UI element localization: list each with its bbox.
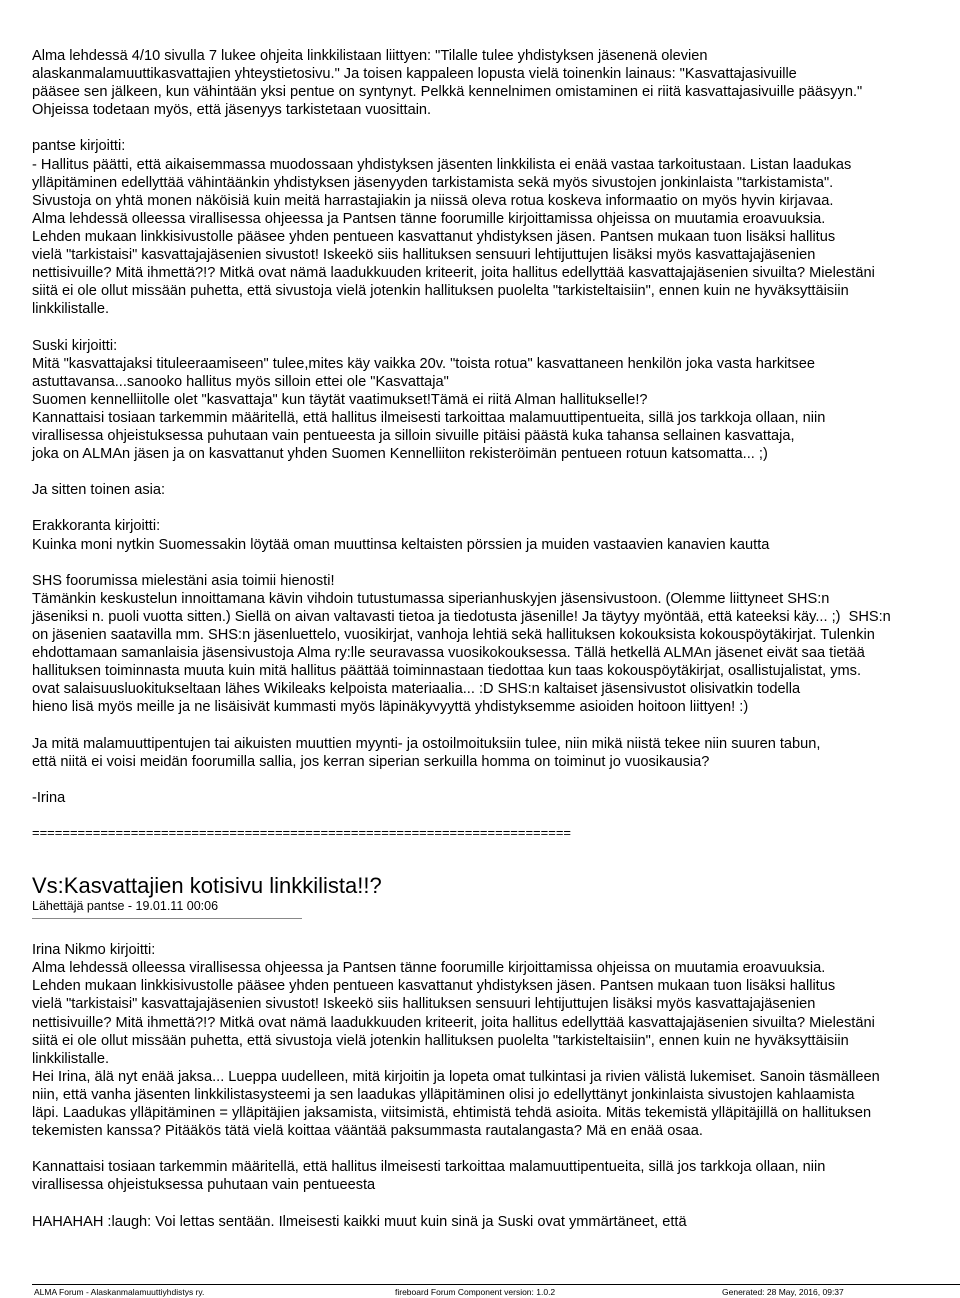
text-line: Hei Irina, älä nyt enää jaksa... Lueppa uudelleen, mitä kirjoitin ja lopeta omat tulkintasi ja rivien välistä lukemiset. Sanoin täsmälleen: [32, 1068, 880, 1085]
text-line: Kannattaisi tosiaan tarkemmin määritellä, että hallitus ilmeisesti tarkoittaa malamuuttipentueita, sillä jos tarkkoja ollaan, niin: [32, 409, 826, 426]
page-footer: [32, 1284, 960, 1297]
signature: -Irina: [32, 789, 66, 806]
text-line: Lehden mukaan linkkisivustolle pääsee yhden pentueen kasvattanut yhdistyksen jäsen. Pantsen mukaan tuon lisäksi hallitus: [32, 228, 836, 245]
text-line: alaskanmalamuuttikasvattajien yhteystietosivu." Ja toisen kappaleen lopusta vielä toinenkin lainaus: "Kasvattajasivuille: [32, 66, 797, 83]
post-separator: =======================================================================: [32, 825, 572, 841]
text-line: jäseniksi n. puoli vuotta sitten.) Siellä on aivan valtavasti tietoa ja tiedotusta jäsenille! Ja täytyy myöntää, että kateeksi käy... ;) SHS:n: [32, 608, 891, 625]
post-divider: [32, 918, 302, 919]
quote-author: Suski kirjoitti:: [32, 337, 118, 354]
text-line: hieno lisä myös meille ja ne lisäisivät kummasti myös läpinäkyvyyttä yhdistyksemme asioiden hoitoon liittyen! :): [32, 699, 749, 716]
text-line: joka on ALMAn jäsen ja on kasvattanut yhden Suomen Kennelliiton rekisteröimän pentueen rotuun katsomatta... ;): [32, 446, 768, 463]
text-line: siitä ei ole ollut missään puhetta, että sivustoja vielä jotenkin hallituksen puolelta "tarkisteltaisiin", ennen kuin ne hyväksyttäisiin: [32, 1032, 849, 1049]
paragraph-reply: [32, 1158, 960, 1194]
text-line: nettisivuille? Mitä ihmettä?!? Mitkä ovat nämä laadukkuuden kriteerit, joita hallitus edellyttää kasvattajajäsenien sivuilta? Mielestäni: [32, 1014, 875, 1031]
post-title: Vs:Kasvattajien kotisivu linkkilista!!?: [32, 873, 382, 899]
text-line: linkkilistalle.: [32, 1050, 110, 1067]
text-line: nettisivuille? Mitä ihmettä?!? Mitkä ovat nämä laadukkuuden kriteerit, joita hallitus edellyttää kasvattajajäsenien sivuilta? Mielestäni: [32, 265, 875, 282]
text-line: Ja sitten toinen asia:: [32, 482, 166, 499]
text-line: vielä "tarkistaisi" kasvattajajäsenien sivustot! Iskeekö siis hallituksen sensuuri lehtijuttujen lisäksi myös kasvattajajäsenien: [32, 996, 816, 1013]
forum-export-page: [32, 47, 960, 1231]
text-line: ylläpitäminen edellyttää vähintäänkin yhdistyksen jäsenyyden tarkistamista sekä myös sivustojen jonkinlaista "tarkistamista".: [32, 174, 834, 191]
text-line: Ja mitä malamuuttipentujen tai aikuisten muuttien myynti- ja ostoilmoituksiin tulee, niin mikä niistä tekee niin suuren tabun,: [32, 735, 821, 752]
quote-author: pantse kirjoitti:: [32, 138, 126, 155]
text-line: SHS foorumissa mielestäni asia toimii hienosti!: [32, 572, 335, 589]
text-line: - Hallitus päätti, että aikaisemmassa muodossaan yhdistyksen jäsenten linkkilista ei enää vastaa tarkoitustaan. Listan laadukas: [32, 156, 852, 173]
text-line: ehdottamaan samanlaisia jäsensivustoja Alma ry:lle seuravassa vuosikokouksessa. Tällä hetkellä ALMAn jäsenet eivät saa tietää: [32, 645, 865, 662]
paragraph-shs: [32, 572, 960, 717]
text-line: siitä ei ole ollut missään puhetta, että sivustoja vielä jotenkin hallituksen puolelta "tarkisteltaisiin", ennen kuin ne hyväksyttäisiin: [32, 283, 849, 300]
text-line: Mitä "kasvattajaksi tituleeraamiseen" tulee,mites käy vaikka 20v. "toista rotua" kasvattaneen henkilön joka vasta harkitsee: [32, 355, 815, 372]
footer-forum-name: ALMA Forum - Alaskanmalamuuttiyhdistys ry.: [34, 1287, 205, 1297]
text-line: Ohjeissa todetaan myös, että jäsenyys tarkistetaan vuosittain.: [32, 102, 432, 119]
text-line: hallituksen toiminnasta muuta kuin mitä hallitus päättää toiminnastaan tiedottaa kun taas kokouspöytäkirjat, osallistujalistat, yms.: [32, 663, 862, 680]
text-line: että niitä ei voisi meidän foorumilla sallia, jos kerran siperian serkuilla homma on toiminut jo vuosikausia?: [32, 753, 710, 770]
text-line: Tämänkin keskustelun innoittamana kävin vihdoin tutustumassa siperianhuskyjen jäsensivustoon. (Olemme liittyneet SHS:n: [32, 590, 830, 607]
text-line: astuttavansa...sanooko hallitus myös silloin ettei ole "Kasvattaja": [32, 373, 449, 390]
quote-suski: [32, 337, 960, 464]
text-line: vielä "tarkistaisi" kasvattajajäsenien sivustot! Iskeekö siis hallituksen sensuuri lehtijuttujen lisäksi myös kasvattajajäsenien: [32, 247, 816, 264]
text-line: pääsee sen jälkeen, kun vähintään yksi pentue on syntynyt. Pelkkä kennelnimen omistaminen ei riitä kasvattajasivuille pääsyyn.": [32, 84, 863, 101]
quote-irina: [32, 941, 960, 1140]
quote-author: Erakkoranta kirjoitti:: [32, 518, 161, 535]
text-line: niin, että vanha jäsenten linkkilistasysteemi ja sen laadukas ylläpitäminen olisi jo edellyttänyt jonkinlaista sivustojen kahlaamista: [32, 1086, 855, 1103]
text-line: on jäsenien saatavilla mm. SHS:n jäsenluettelo, vuosikirjat, vanhoja lehtiä sekä hallituksen kokouksista kokouspöytäkirjat. Tulenkin: [32, 627, 875, 643]
text-line: tekemisten kanssa? Pitääkös tätä vielä koittaa vääntää paksummasta rautalangasta? Mä en enää osaa.: [32, 1123, 703, 1140]
text-line: Sivustoja on yhtä monen näköisiä kuin meitä harrastajiakin ja niissä oleva rotua koskeva informaatio on myös hyvin kirjavaa.: [32, 192, 834, 209]
text-line: virallisessa ohjeistuksessa puhutaan vain pentueesta: [32, 1177, 376, 1194]
text-line: Kannattaisi tosiaan tarkemmin määritellä, että hallitus ilmeisesti tarkoittaa malamuuttipentueita, sillä jos tarkkoja ollaan, niin: [32, 1159, 826, 1176]
text-line: Alma lehdessä olleessa virallisessa ohjeessa ja Pantsen tänne foorumille kirjoittamissa ohjeissa on muutamia eroavuuksia.: [32, 210, 826, 227]
text-line: Alma lehdessä 4/10 sivulla 7 lukee ohjeita linkkilistaan liittyen: "Tilalle tulee yhdistyksen jäsenenä olevien: [32, 48, 708, 64]
text-line: läpi. Laadukas ylläpitäminen = ylläpitäjien jaksamista, viitsimistä, ehtimistä tehdä asioita. Mitäs tekemistä ylläpitäjillä on hallituksen: [32, 1104, 872, 1121]
text-line: ovat salaisuusluokitukseltaan lähes Wikileaks kelpoista materiaalia... :D SHS:n kaltaiset jäsensivustot olisivatkin todella: [32, 681, 801, 698]
paragraph-sales-ads: [32, 735, 960, 771]
footer-component-version: fireboard Forum Component version: 1.0.2: [395, 1287, 556, 1297]
quote-author: Irina Nikmo kirjoitti:: [32, 942, 156, 959]
paragraph-alma-guidelines: [32, 47, 960, 119]
quote-erakkoranta: [32, 517, 960, 553]
text-line: virallisessa ohjeistuksessa puhutaan vain pentueesta ja silloin sivuille pitäisi päästä kuka tahansa sellainen kasvattaja,: [32, 427, 795, 444]
text-line: Kuinka moni nytkin Suomessakin löytää oman muuttinsa keltaisten pörssien ja muiden vastaavien kanavien kautta: [32, 536, 770, 553]
text-line: linkkilistalle.: [32, 301, 110, 318]
text-line: HAHAHAH :laugh: Voi lettas sentään. Ilmeisesti kaikki muut kuin sinä ja Suski ovat ymmärtäneet, että: [32, 1213, 687, 1230]
text-line: Alma lehdessä olleessa virallisessa ohjeessa ja Pantsen tänne foorumille kirjoittamissa ohjeissa on muutamia eroavuuksia.: [32, 960, 826, 977]
text-line: Lehden mukaan linkkisivustolle pääsee yhden pentueen kasvattanut yhdistyksen jäsen. Pantsen mukaan tuon lisäksi hallitus: [32, 978, 836, 995]
text-line: Suomen kennelliitolle olet "kasvattaja" kun täytät vaatimukset!Tämä ei riitä Alman hallitukselle!?: [32, 391, 648, 408]
footer-generated-date: Generated: 28 May, 2016, 09:37: [722, 1287, 844, 1297]
quote-pantse: [32, 137, 960, 318]
post-meta: Lähettäjä pantse - 19.01.11 00:06: [32, 899, 219, 914]
